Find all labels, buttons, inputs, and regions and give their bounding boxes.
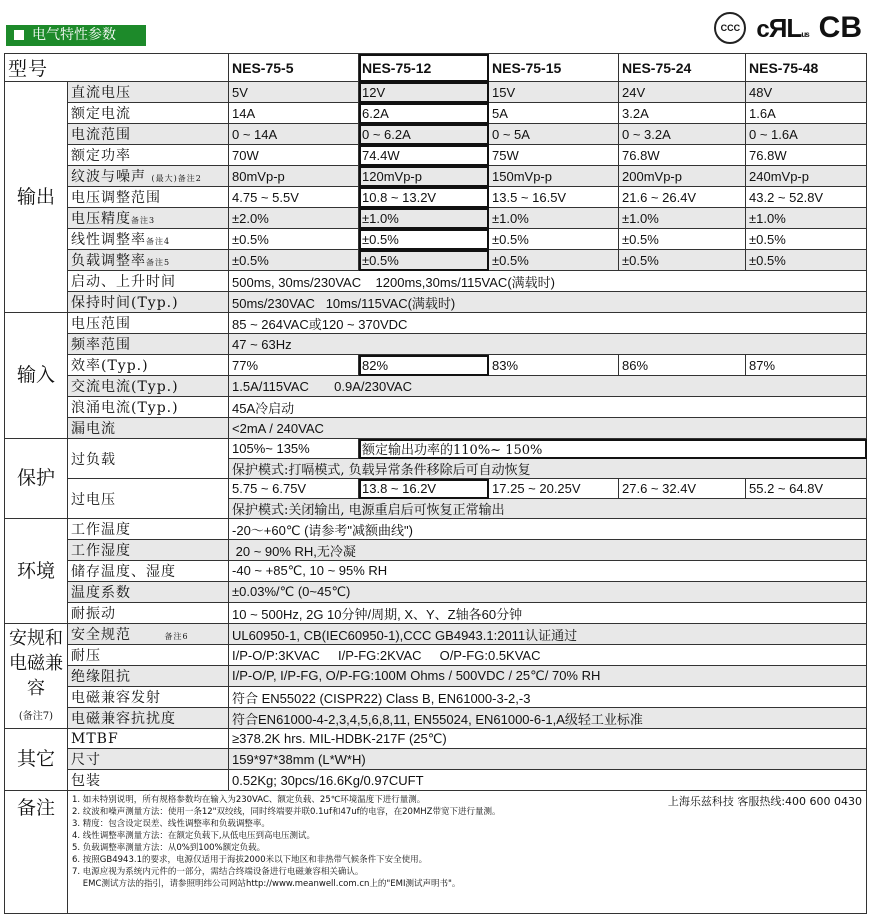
value-cell: 48V xyxy=(746,82,867,103)
value-cell: 74.4W xyxy=(359,145,489,166)
table-row xyxy=(5,687,867,708)
model-cell: NES-75-5 xyxy=(229,54,359,82)
row-label: 电流范围 xyxy=(68,124,229,145)
value-cell: ±1.0% xyxy=(619,208,746,229)
value-cell: 55.2 ~ 64.8V xyxy=(746,479,867,499)
value-cell: 保护模式:关闭输出, 电源重启后可恢复正常输出 xyxy=(229,499,867,519)
table-row xyxy=(5,313,867,334)
value-cell: ±0.5% xyxy=(746,229,867,250)
row-label: 线性调整率备注4 xyxy=(68,229,229,250)
value-cell: 85 ~ 264VAC或120 ~ 370VDC xyxy=(229,313,867,334)
value-cell: 45A冷启动 xyxy=(229,397,867,418)
row-label: 过负载 xyxy=(68,439,229,479)
table-row xyxy=(5,208,867,229)
value-cell: ≥378.2K hrs. MIL-HDBK-217F (25℃) xyxy=(229,729,867,749)
note-line: 2. 纹波和噪声测量方法：使用一条12"双绞线，同时终端要并联0.1uf和47uf的电容，在20MHZ带宽下进行量测。 xyxy=(72,807,501,817)
value-cell: 76.8W xyxy=(619,145,746,166)
value-cell: 76.8W xyxy=(746,145,867,166)
value-cell: 13.5 ~ 16.5V xyxy=(489,187,619,208)
table-row xyxy=(5,166,867,187)
value-cell: 0 ~ 6.2A xyxy=(359,124,489,145)
value-cell: 5A xyxy=(489,103,619,124)
ccc-logo: CCC xyxy=(714,12,746,44)
group-environment: 环境 xyxy=(5,519,68,624)
model-cell: NES-75-12 xyxy=(359,54,489,82)
row-label: 负载调整率备注5 xyxy=(68,250,229,271)
table-row xyxy=(5,708,867,729)
value-cell: 14A xyxy=(229,103,359,124)
model-cell: NES-75-48 xyxy=(746,54,867,82)
note-line: 6. 按照GB4943.1的要求，电源仅适用于海拔2000米以下地区和非热带气候条件下安全使用。 xyxy=(72,855,428,865)
value-cell: 4.75 ~ 5.5V xyxy=(229,187,359,208)
row-label: 保持时间(Typ.) xyxy=(68,292,229,313)
value-cell: UL60950-1, CB(IEC60950-1),CCC GB4943.1:2011认证通过 xyxy=(229,624,867,645)
row-label: 储存温度、湿度 xyxy=(68,561,229,582)
table-row xyxy=(5,397,867,418)
value-cell: -20～+60℃ (请参考"减额曲线") xyxy=(229,519,867,540)
row-label: 直流电压 xyxy=(68,82,229,103)
value-cell: 10.8 ~ 13.2V xyxy=(359,187,489,208)
value-cell: ±1.0% xyxy=(359,208,489,229)
value-cell: 3.2A xyxy=(619,103,746,124)
value-cell: 5V xyxy=(229,82,359,103)
value-cell: 80mVp-p xyxy=(229,166,359,187)
value-cell: 82% xyxy=(359,355,489,376)
group-safety: 安规和电磁兼容 (备注7) xyxy=(5,624,68,729)
table-row xyxy=(5,749,867,770)
row-label: 耐压 xyxy=(68,645,229,666)
row-label: 包装 xyxy=(68,770,229,791)
table-row xyxy=(5,603,867,624)
value-cell: 符合 EN55022 (CISPR22) Class B, EN61000-3-2,-3 xyxy=(229,687,867,708)
table-row xyxy=(5,666,867,687)
value-cell: 24V xyxy=(619,82,746,103)
section-header xyxy=(6,25,146,46)
value-cell: ±0.5% xyxy=(746,250,867,271)
table-row xyxy=(5,729,867,749)
row-label: 纹波与噪声 (最大)备注2 xyxy=(68,166,229,187)
value-cell: 27.6 ~ 32.4V xyxy=(619,479,746,499)
value-cell: 0 ~ 5A xyxy=(489,124,619,145)
table-row xyxy=(5,479,867,499)
value-cell: 120mVp-p xyxy=(359,166,489,187)
value-cell: 保护模式:打嗝模式, 负载异常条件移除后可自动恢复 xyxy=(229,459,867,479)
value-cell: 0 ~ 1.6A xyxy=(746,124,867,145)
value-cell: 105%~ 135% xyxy=(229,439,359,459)
note-line: EMC测试方法的指引，请参照明纬公司网站http://www.meanwell.com.cn上的"EMI测试声明书"。 xyxy=(72,879,461,889)
value-cell: 符合EN61000-4-2,3,4,5,6,8,11, EN55024, EN61000-6-1,A级轻工业标准 xyxy=(229,708,867,729)
table-row xyxy=(5,292,867,313)
value-cell: 6.2A xyxy=(359,103,489,124)
table-row xyxy=(5,439,867,459)
value-cell: ±0.5% xyxy=(489,229,619,250)
value-cell: ±0.03%/℃ (0~45℃) xyxy=(229,582,867,603)
row-label: 启动、上升时间 xyxy=(68,271,229,292)
value-cell: 10 ~ 500Hz, 2G 10分钟/周期, X、Y、Z轴各60分钟 xyxy=(229,603,867,624)
note-line: 3. 精度：包含设定误差、线性调整率和负载调整率。 xyxy=(72,819,270,829)
cert-logos xyxy=(714,10,862,46)
model-label: 型号 xyxy=(5,54,229,82)
row-label: 过电压 xyxy=(68,479,229,519)
value-cell: 15V xyxy=(489,82,619,103)
note-line: 4. 线性调整率测量方法：在额定负载下,从低电压到高电压测试。 xyxy=(72,831,316,841)
value-cell: ±0.5% xyxy=(229,229,359,250)
row-label: 频率范围 xyxy=(68,334,229,355)
row-label: 绝缘阻抗 xyxy=(68,666,229,687)
value-cell: 86% xyxy=(619,355,746,376)
value-cell: <2mA / 240VAC xyxy=(229,418,867,439)
table-row xyxy=(5,582,867,603)
notes-cell xyxy=(68,791,867,914)
row-label: 工作湿度 xyxy=(68,540,229,561)
table-row xyxy=(5,124,867,145)
value-cell: 13.8 ~ 16.2V xyxy=(359,479,489,499)
note-line: 1. 如未特别说明，所有规格参数均在输入为230VAC、额定负载、25℃环境温度下进行量测。 xyxy=(72,795,426,805)
row-label: 安全规范 备注6 xyxy=(68,624,229,645)
note-line: 7. 电源应视为系统内元件的一部分，需结合终端设备进行电磁兼容相关确认。 xyxy=(72,867,364,877)
table-row xyxy=(5,540,867,561)
row-label: 电压调整范围 xyxy=(68,187,229,208)
cb-logo: CB xyxy=(818,11,862,44)
row-label: 尺寸 xyxy=(68,749,229,770)
value-cell: 43.2 ~ 52.8V xyxy=(746,187,867,208)
value-cell: 0 ~ 14A xyxy=(229,124,359,145)
row-label: 额定功率 xyxy=(68,145,229,166)
notes-row xyxy=(5,791,867,914)
value-cell: ±1.0% xyxy=(746,208,867,229)
value-cell: 5.75 ~ 6.75V xyxy=(229,479,359,499)
value-cell: 额定输出功率的110%~ 150% xyxy=(359,439,867,459)
group-output: 输出 xyxy=(5,82,68,313)
value-cell: 75W xyxy=(489,145,619,166)
table-row xyxy=(5,561,867,582)
table-row xyxy=(5,355,867,376)
value-cell: 20 ~ 90% RH,无冷凝 xyxy=(229,540,867,561)
group-notes: 备注 xyxy=(5,791,68,914)
value-cell: 240mVp-p xyxy=(746,166,867,187)
note-line: 5. 负载调整率测量方法：从0%到100%额定负载。 xyxy=(72,843,266,853)
table-row xyxy=(5,250,867,271)
value-cell: 200mVp-p xyxy=(619,166,746,187)
row-label: 工作温度 xyxy=(68,519,229,540)
value-cell: ±0.5% xyxy=(359,250,489,271)
row-label: 温度系数 xyxy=(68,582,229,603)
value-cell: ±0.5% xyxy=(489,250,619,271)
row-label: 电磁兼容发射 xyxy=(68,687,229,708)
value-cell: 1.6A xyxy=(746,103,867,124)
group-protection: 保护 xyxy=(5,439,68,519)
table-row xyxy=(5,103,867,124)
table-row xyxy=(5,770,867,791)
value-cell: 159*97*38mm (L*W*H) xyxy=(229,749,867,770)
group-others: 其它 xyxy=(5,729,68,791)
square-icon xyxy=(14,30,24,40)
hotline-text: 上海乐兹科技 客服热线:400 600 0430 xyxy=(667,795,863,808)
value-cell: ±0.5% xyxy=(619,250,746,271)
value-cell: ±0.5% xyxy=(229,250,359,271)
model-cell: NES-75-24 xyxy=(619,54,746,82)
row-label: 耐振动 xyxy=(68,603,229,624)
value-cell: 17.25 ~ 20.25V xyxy=(489,479,619,499)
value-cell: 50ms/230VAC 10ms/115VAC(满载时) xyxy=(229,292,867,313)
row-label: 电压精度备注3 xyxy=(68,208,229,229)
value-cell: I/P-O/P:3KVAC I/P-FG:2KVAC O/P-FG:0.5KVAC xyxy=(229,645,867,666)
model-row xyxy=(5,54,867,82)
table-row xyxy=(5,187,867,208)
value-cell: ±1.0% xyxy=(489,208,619,229)
value-cell: 0 ~ 3.2A xyxy=(619,124,746,145)
model-cell: NES-75-15 xyxy=(489,54,619,82)
value-cell: I/P-O/P, I/P-FG, O/P-FG:100M Ohms / 500VDC / 25℃/ 70% RH xyxy=(229,666,867,687)
row-label: 浪涌电流(Typ.) xyxy=(68,397,229,418)
value-cell: 150mVp-p xyxy=(489,166,619,187)
value-cell: -40 ~ +85℃, 10 ~ 95% RH xyxy=(229,561,867,582)
row-label: 电压范围 xyxy=(68,313,229,334)
value-cell: 87% xyxy=(746,355,867,376)
value-cell: 77% xyxy=(229,355,359,376)
row-label: 额定电流 xyxy=(68,103,229,124)
table-row xyxy=(5,229,867,250)
ul-logo: cЯLus xyxy=(756,12,809,43)
table-row xyxy=(5,645,867,666)
table-row xyxy=(5,145,867,166)
spec-table xyxy=(4,53,867,914)
row-label: 交流电流(Typ.) xyxy=(68,376,229,397)
table-row xyxy=(5,376,867,397)
value-cell: 83% xyxy=(489,355,619,376)
value-cell: ±0.5% xyxy=(359,229,489,250)
value-cell: ±0.5% xyxy=(619,229,746,250)
row-label: 漏电流 xyxy=(68,418,229,439)
section-title: 电气特性参数 xyxy=(32,27,116,43)
table-row xyxy=(5,271,867,292)
group-input: 输入 xyxy=(5,313,68,439)
table-row xyxy=(5,334,867,355)
table-row xyxy=(5,519,867,540)
value-cell: 0.52Kg; 30pcs/16.6Kg/0.97CUFT xyxy=(229,770,867,791)
value-cell: 1.5A/115VAC 0.9A/230VAC xyxy=(229,376,867,397)
value-cell: 12V xyxy=(359,82,489,103)
row-label: MTBF xyxy=(68,729,229,749)
table-row xyxy=(5,418,867,439)
table-row xyxy=(5,624,867,645)
value-cell: 70W xyxy=(229,145,359,166)
value-cell: ±2.0% xyxy=(229,208,359,229)
table-row xyxy=(5,82,867,103)
value-cell: 21.6 ~ 26.4V xyxy=(619,187,746,208)
value-cell: 500ms, 30ms/230VAC 1200ms,30ms/115VAC(满载时) xyxy=(229,271,867,292)
row-label: 电磁兼容抗扰度 xyxy=(68,708,229,729)
value-cell: 47 ~ 63Hz xyxy=(229,334,867,355)
row-label: 效率(Typ.) xyxy=(68,355,229,376)
